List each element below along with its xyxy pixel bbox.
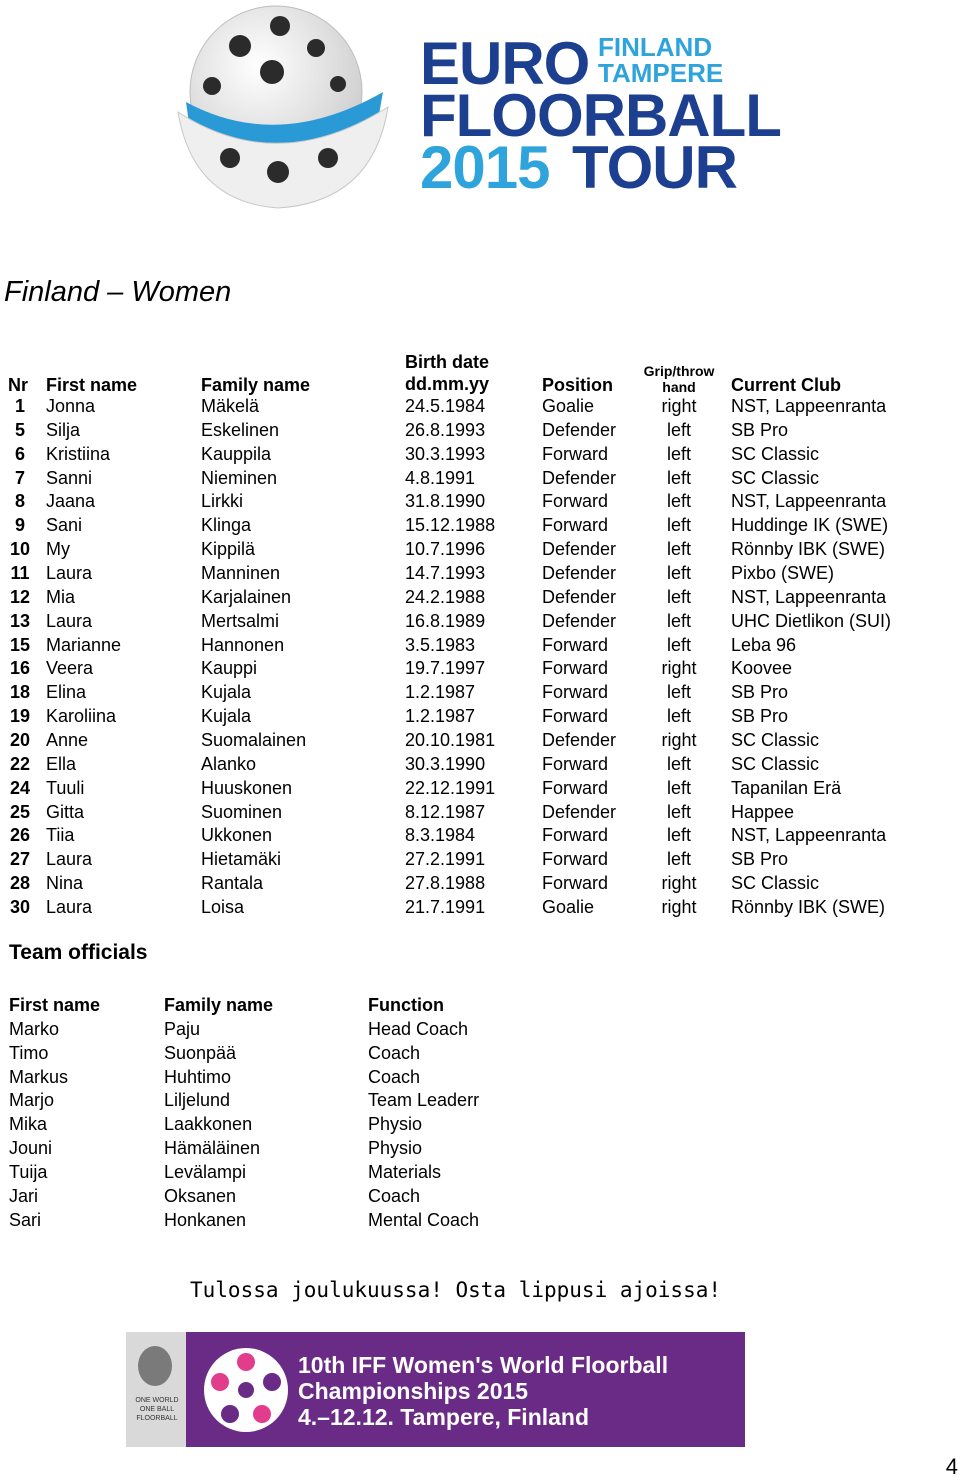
cell-birth-date: 1.2.1987 [405,706,476,727]
cell-nr: 28 [9,873,31,894]
cell-grip: right [661,396,697,416]
table-row [0,443,960,467]
cell-position: Forward [542,706,609,727]
cell-family-name: Ukkonen [201,825,273,846]
iff-logo-icon [138,1346,172,1386]
cell-first-name: My [46,539,70,560]
cell-nr: 20 [9,730,31,751]
cell-first-name: Ella [46,753,77,774]
cell-family-name: Mertsalmi [201,610,280,631]
players-table-header [0,345,960,395]
cell-family-name: Honkanen [164,1209,247,1230]
promo-text: Tulossa joulukuussa! Osta lippusi ajoissa! [190,1278,722,1302]
players-table [0,345,960,920]
cell-first-name: Laura [46,849,93,870]
cell-current-club: NST, Lappeenranta [731,396,887,416]
cell-family-name: Lirkki [201,491,244,512]
cell-function: Physio [368,1138,423,1159]
cell-first-name: Gitta [46,801,85,822]
cell-birth-date: 20.10.1981 [405,730,496,751]
table-row [0,1113,600,1137]
header-grip-line1: Grip/throw [643,363,715,379]
cell-grip: left [666,634,691,655]
cell-birth-date: 31.8.1990 [405,491,486,512]
cell-current-club: SB Pro [731,682,789,703]
banner-line-3: 4.–12.12. Tampere, Finland [298,1404,590,1430]
cell-family-name: Suomalainen [201,730,307,751]
cell-position: Goalie [542,396,595,416]
cell-nr: 9 [14,515,25,536]
cell-nr: 30 [9,897,31,918]
cell-family-name: Huuskonen [201,777,293,798]
cell-family-name: Hietamäki [201,849,282,870]
cell-nr: 15 [9,634,31,655]
cell-nr: 18 [9,682,31,703]
cell-family-name: Kippilä [201,539,256,560]
cell-grip: left [666,586,691,607]
cell-first-name: Nina [46,873,84,894]
cell-function: Coach [368,1066,421,1087]
table-row [0,801,960,825]
header-position: Position [542,375,613,395]
cell-family-name: Suominen [201,801,283,822]
cell-birth-date: 24.5.1984 [405,396,486,416]
cell-position: Forward [542,491,609,512]
cell-birth-date: 27.8.1988 [405,873,486,894]
cell-grip: left [666,467,691,488]
cell-nr: 11 [10,563,30,584]
header-family-name: Family name [201,375,311,395]
cell-position: Defender [542,419,617,440]
logo-tampere: TAMPERE [598,58,724,88]
table-row [0,514,960,538]
cell-function: Physio [368,1114,423,1135]
cell-current-club: Happee [731,801,795,822]
cell-first-name: Marianne [46,634,122,655]
cell-current-club: SB Pro [731,706,789,727]
cell-family-name: Eskelinen [201,419,280,440]
cell-position: Forward [542,825,609,846]
table-row [0,562,960,586]
cell-current-club: Rönnby IBK (SWE) [731,539,886,560]
cell-first-name: Tuuli [46,777,85,798]
cell-first-name: Marjo [9,1090,55,1111]
cell-first-name: Sani [46,515,83,536]
table-row [0,467,960,491]
cell-grip: left [666,849,691,870]
cell-position: Forward [542,849,609,870]
header-birth-date [405,351,489,395]
table-row [0,395,960,419]
cell-family-name: Levälampi [164,1162,247,1183]
cell-position: Defender [542,730,617,751]
header-first-name: First name [46,375,138,395]
cell-first-name: Mia [46,586,76,607]
cell-position: Forward [542,682,609,703]
cell-first-name: Mika [9,1114,48,1135]
cell-current-club: SB Pro [731,419,789,440]
logo-year: 2015 [420,134,550,201]
cell-family-name: Kujala [201,706,252,727]
cell-grip: left [666,563,691,584]
cell-nr: 16 [9,658,31,679]
banner-line-1: 10th IFF Women's World Floorball [298,1352,669,1378]
cell-grip: left [666,443,691,464]
table-row [0,1018,600,1042]
cell-position: Forward [542,515,609,536]
page-title: Finland – Women [4,276,232,308]
cell-position: Forward [542,873,609,894]
cell-position: Defender [542,563,617,584]
cell-current-club: SC Classic [731,443,820,464]
cell-nr: 6 [14,443,25,464]
cell-first-name: Laura [46,610,93,631]
table-row [0,1185,600,1209]
cell-first-name: Anne [46,730,89,751]
cell-grip: right [661,658,697,679]
cell-position: Forward [542,777,609,798]
cell-current-club: Pixbo (SWE) [731,563,835,584]
officials-header-first-name: First name [9,995,101,1015]
cell-nr: 12 [9,586,31,607]
cell-nr: 13 [9,610,31,631]
cell-nr: 22 [9,753,31,774]
officials-header-family-name: Family name [164,995,274,1015]
officials-table [0,994,600,1233]
cell-family-name: Karjalainen [201,586,292,607]
cell-family-name: Alanko [201,753,257,774]
cell-first-name: Tiia [46,825,75,846]
cell-family-name: Nieminen [201,467,278,488]
cell-birth-date: 3.5.1983 [405,634,476,655]
cell-nr: 25 [9,801,31,822]
cell-family-name: Kujala [201,682,252,703]
table-row [0,657,960,681]
cell-position: Forward [542,443,609,464]
cell-birth-date: 19.7.1997 [405,658,486,679]
cell-family-name: Rantala [201,873,264,894]
cell-nr: 24 [9,777,31,798]
header-current-club: Current Club [731,375,841,395]
table-row [0,753,960,777]
cell-family-name: Liljelund [164,1090,231,1111]
cell-birth-date: 21.7.1991 [405,897,486,918]
cell-birth-date: 16.8.1989 [405,610,486,631]
cell-grip: left [666,825,691,846]
officials-title: Team officials [9,941,148,964]
cell-position: Goalie [542,897,595,918]
table-row [0,681,960,705]
cell-birth-date: 8.12.1987 [405,801,486,822]
cell-nr: 26 [9,825,31,846]
table-row [0,777,960,801]
cell-birth-date: 8.3.1984 [405,825,476,846]
cell-nr: 10 [9,539,31,560]
championship-logo-icon [204,1348,288,1432]
cell-first-name: Sanni [46,467,93,488]
table-row [0,490,960,514]
cell-current-club: SC Classic [731,730,820,751]
cell-birth-date: 27.2.1991 [405,849,486,870]
table-row [0,872,960,896]
header-birth-date-line1: Birth date [405,352,490,372]
table-row [0,1042,600,1066]
cell-family-name: Kauppi [201,658,258,679]
cell-birth-date: 15.12.1988 [405,515,496,536]
cell-first-name: Jonna [46,396,96,416]
cell-position: Forward [542,753,609,774]
cell-function: Team Leaderr [368,1090,480,1111]
cell-first-name: Kristiina [46,443,111,464]
table-row [0,419,960,443]
officials-header-function: Function [368,995,444,1015]
cell-function: Coach [368,1185,421,1206]
cell-nr: 1 [14,396,25,416]
cell-position: Defender [542,586,617,607]
cell-position: Forward [542,658,609,679]
cell-family-name: Huhtimo [164,1066,232,1087]
cell-current-club: SC Classic [731,753,820,774]
cell-position: Defender [542,610,617,631]
cell-family-name: Mäkelä [201,396,260,416]
cell-nr: 7 [14,467,25,488]
cell-current-club: Koovee [731,658,793,679]
cell-current-club: NST, Lappeenranta [731,586,887,607]
header-nr: Nr [7,375,28,395]
logo-tour: TOUR [572,134,737,201]
banner-line-2: Championships 2015 [298,1378,529,1404]
table-row [0,1089,600,1113]
banner-iff-panel [126,1332,186,1447]
cell-current-club: UHC Dietlikon (SUI) [731,610,892,631]
cell-grip: left [666,491,691,512]
cell-position: Forward [542,634,609,655]
floorball-icon [168,2,393,212]
table-row [0,896,960,920]
cell-first-name: Elina [46,682,87,703]
cell-nr: 5 [14,419,25,440]
cell-grip: left [666,706,691,727]
cell-current-club: Leba 96 [731,634,797,655]
cell-nr: 19 [9,706,31,727]
table-row [0,1066,600,1090]
officials-table-header [0,994,600,1018]
cell-first-name: Timo [9,1042,49,1063]
banner-iff-caption: ONE WORLD ONE BALL FLOORBALL [135,1397,179,1422]
cell-grip: left [666,753,691,774]
player-rows [0,395,960,920]
cell-family-name: Kauppila [201,443,272,464]
cell-grip: left [666,801,691,822]
table-row [0,1137,600,1161]
cell-position: Defender [542,801,617,822]
cell-function: Materials [368,1162,442,1183]
cell-family-name: Oksanen [164,1185,237,1206]
cell-birth-date: 24.2.1988 [405,586,486,607]
championship-banner[interactable] [126,1332,745,1447]
cell-current-club: NST, Lappeenranta [731,825,887,846]
cell-current-club: Tapanilan Erä [731,777,842,798]
cell-first-name: Marko [9,1018,60,1039]
table-row [0,538,960,562]
cell-family-name: Klinga [201,515,252,536]
cell-birth-date: 30.3.1990 [405,753,486,774]
table-row [0,705,960,729]
cell-first-name: Tuija [9,1162,48,1183]
cell-grip: left [666,777,691,798]
cell-current-club: Huddinge IK (SWE) [731,515,889,536]
cell-grip: left [666,539,691,560]
cell-function: Coach [368,1042,421,1063]
table-row [0,824,960,848]
cell-birth-date: 1.2.1987 [405,682,476,703]
header-birth-date-line2: dd.mm.yy [405,374,490,394]
table-row [0,1209,600,1233]
page-number: 4 [945,1454,958,1479]
cell-family-name: Laakkonen [164,1114,253,1135]
header-grip [630,363,728,395]
cell-nr: 8 [14,491,25,512]
cell-family-name: Manninen [201,563,281,584]
cell-grip: left [666,515,691,536]
cell-first-name: Markus [9,1066,69,1087]
cell-first-name: Jaana [46,491,96,512]
table-row [0,1161,600,1185]
cell-grip: right [661,873,697,894]
logo-floorball: FLOORBALL [420,82,781,149]
cell-birth-date: 26.8.1993 [405,419,486,440]
cell-first-name: Veera [46,658,94,679]
cell-current-club: Rönnby IBK (SWE) [731,897,886,918]
cell-current-club: SB Pro [731,849,789,870]
cell-grip: left [666,419,691,440]
cell-family-name: Loisa [201,897,245,918]
cell-current-club: NST, Lappeenranta [731,491,887,512]
cell-birth-date: 4.8.1991 [405,467,476,488]
cell-family-name: Paju [164,1018,201,1039]
cell-birth-date: 14.7.1993 [405,563,486,584]
cell-family-name: Hannonen [201,634,285,655]
cell-function: Head Coach [368,1018,469,1039]
cell-first-name: Silja [46,419,81,440]
cell-family-name: Hämäläinen [164,1138,261,1159]
cell-nr: 27 [9,849,31,870]
cell-first-name: Jari [9,1185,39,1206]
cell-first-name: Sari [9,1209,42,1230]
cell-grip: right [661,730,697,751]
table-row [0,610,960,634]
table-row [0,848,960,872]
cell-position: Defender [542,467,617,488]
cell-first-name: Laura [46,897,93,918]
cell-current-club: SC Classic [731,873,820,894]
header-grip-line2: hand [662,379,696,395]
cell-first-name: Laura [46,563,93,584]
logo-finland: FINLAND [598,32,713,62]
cell-grip: left [666,610,691,631]
table-row [0,729,960,753]
cell-birth-date: 22.12.1991 [405,777,496,798]
cell-birth-date: 30.3.1993 [405,443,486,464]
table-row [0,634,960,658]
cell-current-club: SC Classic [731,467,820,488]
cell-grip: left [666,682,691,703]
cell-first-name: Karoliina [46,706,117,727]
cell-grip: right [661,897,697,918]
official-rows [0,1018,600,1233]
cell-function: Mental Coach [368,1209,480,1230]
cell-family-name: Suonpää [164,1042,237,1063]
logo-euro: EURO [420,30,590,97]
cell-first-name: Jouni [9,1138,53,1159]
cell-position: Defender [542,539,617,560]
cell-birth-date: 10.7.1996 [405,539,486,560]
table-row [0,586,960,610]
